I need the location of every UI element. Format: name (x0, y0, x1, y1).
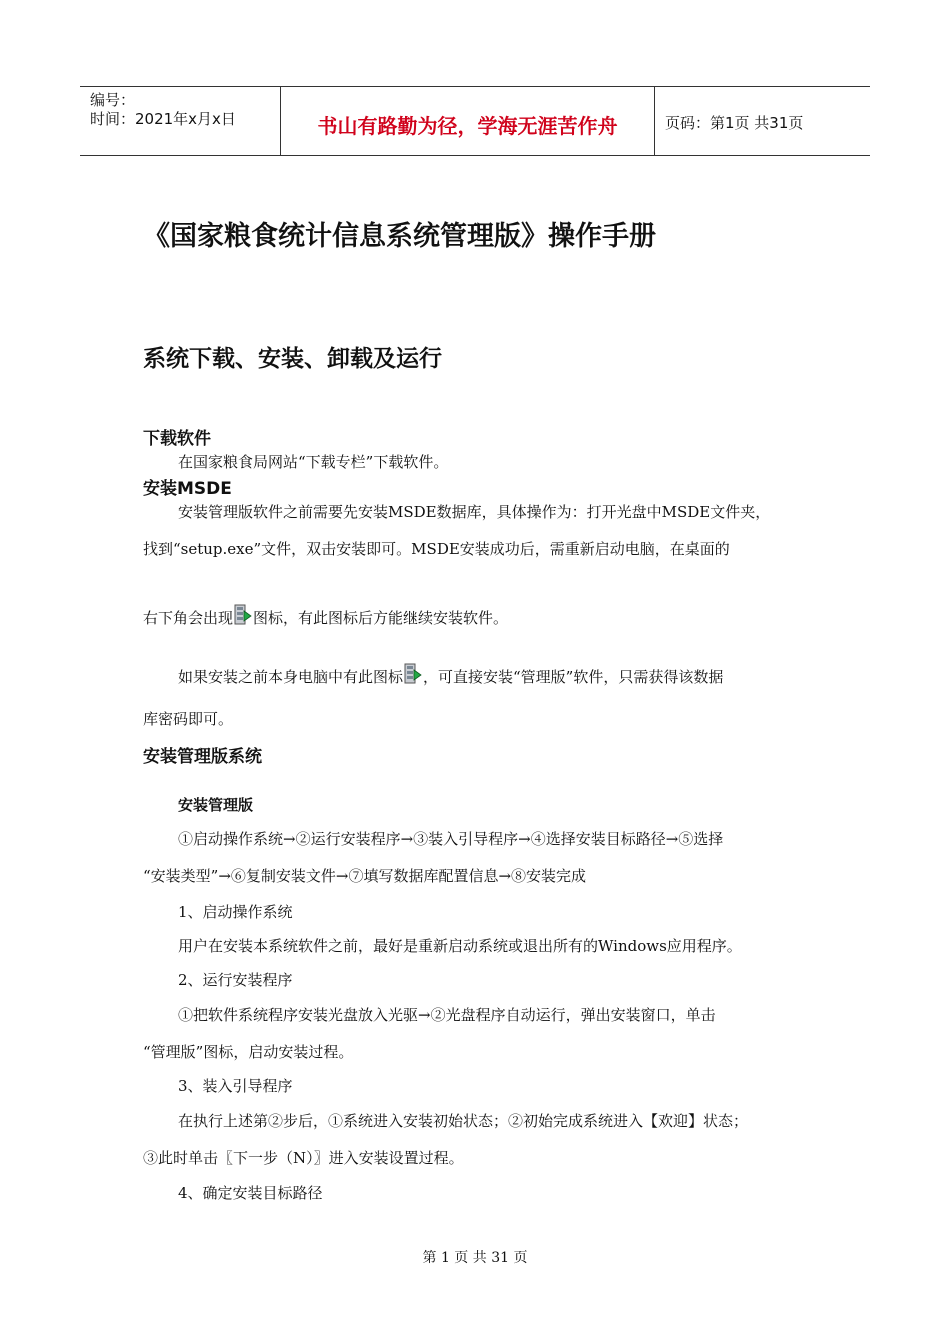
header-motto-cell (281, 87, 655, 155)
document-number-label: 编号： (90, 91, 136, 109)
msde-service-icon (234, 604, 252, 626)
text-fragment: ，可直接安装“管理版”软件，只需获得该数据 (423, 668, 724, 686)
subheading-download: 下载软件 (143, 429, 211, 449)
text-fragment: 右下角会出现 (143, 609, 234, 627)
text-fragment: 图标，有此图标后方能继续安装软件。 (253, 609, 509, 627)
header-page-cell (655, 87, 870, 155)
paragraph-steps-line2: “安装类型”→⑥复制安装文件→⑦填写数据库配置信息→⑧安装完成 (143, 867, 587, 885)
paragraph-msde-line4 (178, 663, 723, 687)
text-fragment: 如果安装之前本身电脑中有此图标 (178, 668, 404, 686)
step3-text-line1: 在执行上述第②步后，①系统进入安装初始状态；②初始完成系统进入【欢迎】状态； (178, 1112, 749, 1130)
header-meta-cell (80, 87, 281, 155)
paragraph-msde-line3 (143, 604, 508, 628)
document-title: 《国家粮食统计信息系统管理版》操作手册 (143, 221, 656, 252)
section-heading: 系统下载、安装、卸载及运行 (143, 346, 442, 372)
step4-title: 4、确定安装目标路径 (178, 1184, 323, 1202)
step3-text-line2: ③此时单击〖下一步（N）〗进入安装设置过程。 (143, 1149, 464, 1167)
step2-title: 2、运行安装程序 (178, 971, 293, 989)
step3-title: 3、装入引导程序 (178, 1077, 293, 1095)
subheading-install: 安装管理版 (178, 796, 254, 814)
step1-title: 1、启动操作系统 (178, 903, 293, 921)
step2-text-line1: ①把软件系统程序安装光盘放入光驱→②光盘程序自动运行，弹出安装窗口，单击 (178, 1006, 716, 1024)
paragraph-download: 在国家粮食局网站“下载专栏”下载软件。 (178, 453, 449, 471)
header-table (80, 86, 870, 156)
page-footer: 第 1 页 共 31 页 (422, 1250, 528, 1266)
header-motto: 书山有路勤为径，学海无涯苦作舟 (317, 114, 618, 138)
paragraph-msde-line5: 库密码即可。 (143, 710, 234, 728)
msde-service-icon (404, 663, 422, 685)
subheading-msde: 安装MSDE (143, 479, 232, 499)
header-page-number: 页码：第1页 共31页 (665, 114, 804, 132)
paragraph-msde-line1: 安装管理版软件之前需要先安装MSDE数据库，具体操作为：打开光盘中MSDE文件夹， (178, 503, 771, 521)
paragraph-msde-line2: 找到“setup.exe”文件，双击安装即可。MSDE安装成功后，需重新启动电脑，在桌面的 (143, 540, 730, 558)
step2-text-line2: “管理版”图标，启动安装过程。 (143, 1043, 354, 1061)
document-time-label: 时间：2021年x月x日 (90, 110, 236, 128)
subheading-install-system: 安装管理版系统 (143, 747, 262, 767)
step1-text: 用户在安装本系统软件之前，最好是重新启动系统或退出所有的Windows应用程序。 (178, 937, 742, 955)
paragraph-steps-line1: ①启动操作系统→②运行安装程序→③装入引导程序→④选择安装目标路径→⑤选择 (178, 830, 724, 848)
